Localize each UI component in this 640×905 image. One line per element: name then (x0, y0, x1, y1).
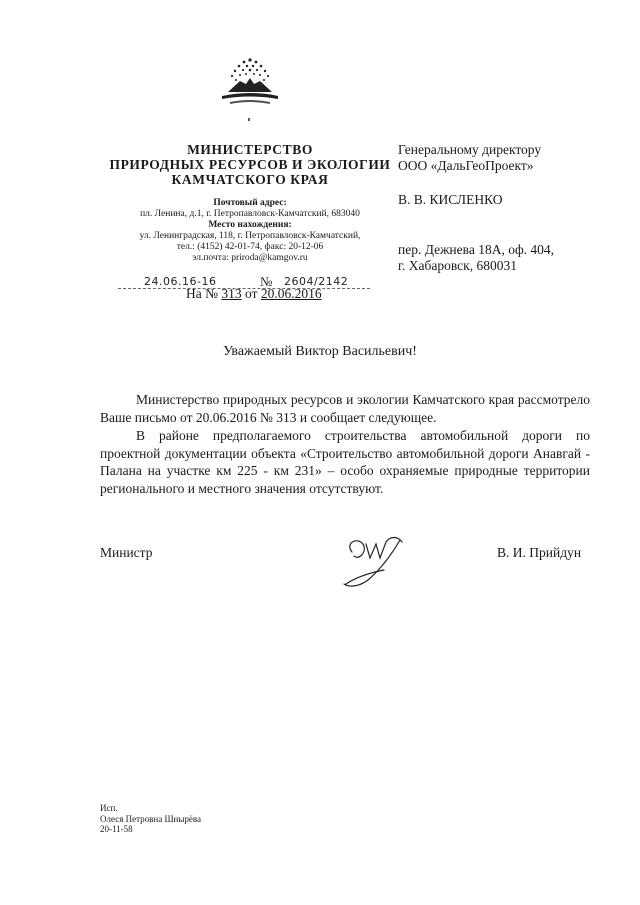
executor-name: Олеся Петровна Шныpёва (100, 813, 202, 824)
signatory-position: Министр (100, 545, 153, 560)
ministry-line-1: МИНИСТЕРСТВО (187, 142, 313, 157)
reply-date: 20.06.2016 (260, 286, 322, 301)
registration-number-prefix: № (260, 274, 273, 289)
body-paragraph-2: В районе предполагаемого строительства автомобильной дороги по проектной документации объекта «Строительство автомобильной дороги Анавгай - Палана на участке км 225 - км 231» – особо охраняемые природные территории регионального и местного значения отсутствуют. (100, 428, 590, 496)
reply-from: от (245, 286, 258, 301)
ministry-name (100, 142, 400, 187)
registration-date: 24.06.16-16 (144, 275, 217, 288)
addressee-line-2: ООО «ДальГеоПроект» (398, 158, 534, 173)
registration-number: 2604/2142 (284, 275, 349, 288)
reply-reference (186, 286, 322, 302)
reply-number: 313 (221, 286, 242, 301)
addressee-block (398, 142, 541, 174)
addressee-city: г. Хабаровск, 680031 (398, 258, 517, 273)
executor-label: Исп. (100, 803, 118, 813)
location-label: Место нахождения: (208, 220, 292, 230)
addressee-address (398, 242, 554, 274)
location-line-1: ул. Ленинградская, 118, г. Петропавловск-Камчатский, (139, 231, 361, 241)
signatory-name: В. И. Прийдун (497, 545, 582, 560)
ministry-line-2: ПРИРОДНЫХ РЕСУРСОВ И ЭКОЛОГИИ (109, 157, 391, 172)
addressee-name: В. В. КИСЛЕНКО (398, 192, 503, 207)
email-line: эл.почта: priroda@kamgov.ru (192, 253, 308, 263)
salutation: Уважаемый Виктор Васильевич! (223, 344, 417, 359)
emblem-mark (248, 118, 250, 121)
addressee-line-1: Генеральному директору (398, 142, 542, 157)
executor-block (100, 803, 201, 835)
ministry-line-3: КАМЧАТСКОГО КРАЯ (171, 172, 329, 187)
reply-prefix: На № (186, 286, 218, 301)
emblem-icon (218, 54, 282, 106)
postal-label: Почтовый адрес: (213, 198, 287, 208)
ministry-contacts (100, 198, 400, 264)
addressee-street: пер. Дежнева 18А, оф. 404, (398, 242, 555, 257)
signature-image (340, 530, 420, 600)
postal-address: пл. Ленина, д.1, г. Петропавловск-Камчатский, 683040 (140, 209, 360, 219)
body-paragraph-1: Министерство природных ресурсов и экологии Камчатского края рассмотрело Ваше письмо от 20.06.2016 № 313 и сообщает следующее. (100, 392, 590, 425)
executor-phone: 20-11-58 (100, 824, 133, 834)
location-line-2: тел.: (4152) 42-01-74, факс: 20-12-06 (176, 242, 324, 252)
